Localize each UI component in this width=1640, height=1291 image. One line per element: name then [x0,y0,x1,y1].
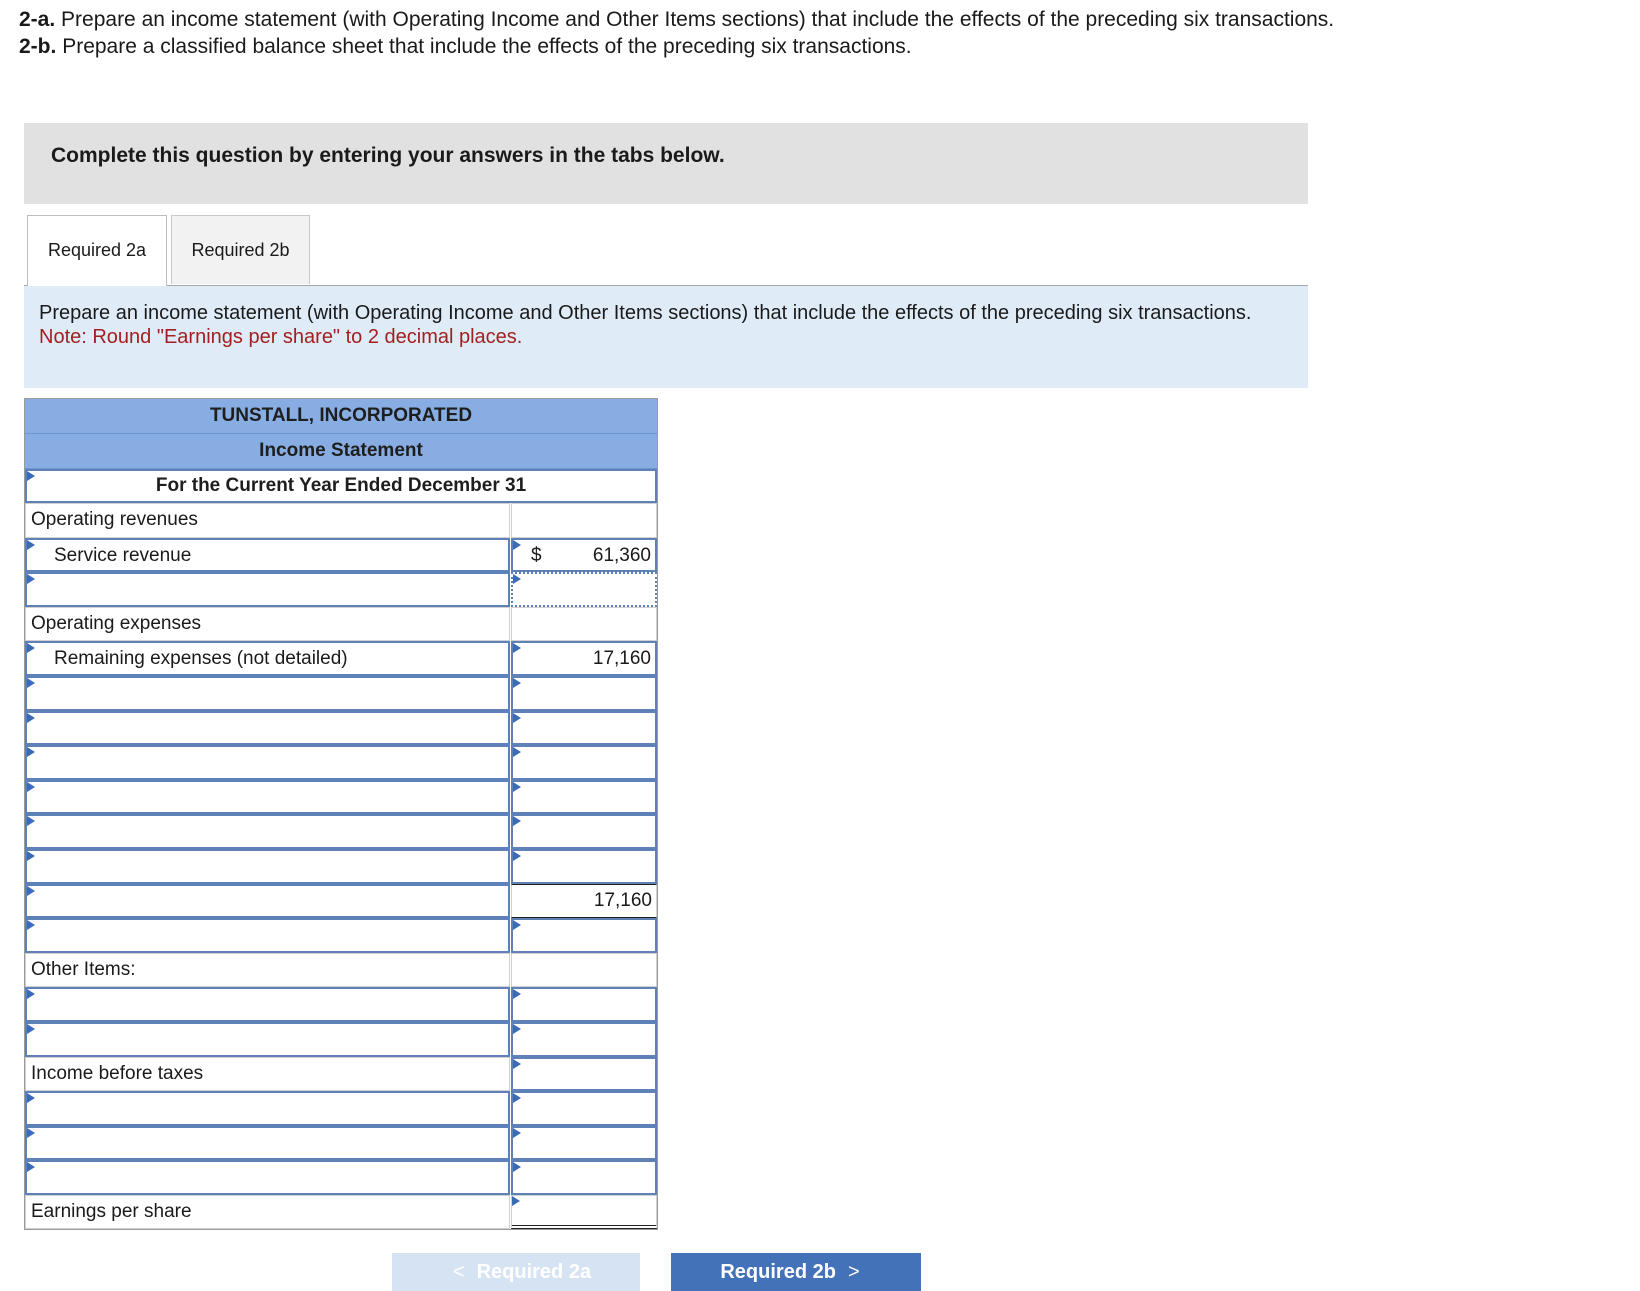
input-marker-icon [512,1196,520,1206]
input-marker-icon [27,713,35,723]
statement-row [25,1126,657,1161]
row-amount-field[interactable] [511,1057,657,1092]
part-a-text: Prepare an income statement (with Operating Income and Other Items sections) that include the effects of the preceding six transactions. [61,8,1335,31]
statement-row [25,1160,657,1195]
input-marker-icon [27,540,35,550]
chevron-right-icon: > [847,1261,860,1283]
input-marker-icon [513,713,521,723]
statement-rows [25,503,657,1229]
row-amount-field[interactable] [511,1126,657,1161]
row-amount-field[interactable] [511,884,657,919]
statement-row [25,1022,657,1057]
next-button-label: Required 2b [720,1261,836,1283]
statement-row [25,814,657,849]
statement-row [25,745,657,780]
row-label-field[interactable] [25,1091,510,1126]
input-marker-icon [513,747,521,757]
input-marker-icon [513,920,521,930]
input-marker-icon [27,816,35,826]
row-amount-field[interactable] [511,1195,657,1230]
statement-row [25,1057,657,1092]
row-amount-field [511,503,657,538]
row-label-field[interactable] [25,849,510,884]
statement-row [25,918,657,953]
tab-required-2a[interactable]: Required 2a [27,215,167,287]
input-marker-icon [513,782,521,792]
row-amount-field[interactable] [511,814,657,849]
input-marker-icon [513,1128,521,1138]
part-b-text: Prepare a classified balance sheet that include the effects of the preceding six transactions. [62,35,912,58]
input-marker-icon [27,574,35,584]
row-amount-field[interactable] [511,1160,657,1195]
input-marker-icon [27,920,35,930]
row-amount-field[interactable] [511,849,657,884]
input-marker-icon [513,1162,521,1172]
next-button[interactable] [671,1253,921,1291]
row-amount-field[interactable] [511,641,657,676]
input-marker-icon [27,471,35,481]
row-label-field[interactable] [25,676,510,711]
row-label-text: Income before taxes [31,1062,204,1084]
tab-bar [24,214,1308,286]
row-amount-field[interactable] [511,918,657,953]
input-marker-icon [27,989,35,999]
row-label-field[interactable] [25,780,510,815]
row-label-field[interactable] [25,572,510,607]
row-amount-field[interactable] [511,711,657,746]
instruction-banner [24,123,1308,204]
row-amount-field[interactable] [511,1022,657,1057]
row-label-field[interactable] [25,1126,510,1161]
statement-row [25,849,657,884]
statement-row [25,987,657,1022]
question-text [19,6,1579,60]
input-marker-icon [27,747,35,757]
statement-title: Income Statement [25,434,657,469]
row-amount-field[interactable] [511,1091,657,1126]
input-marker-icon [27,1093,35,1103]
input-marker-icon [27,782,35,792]
input-marker-icon [513,1093,521,1103]
statement-row [25,1195,657,1230]
company-name: TUNSTALL, INCORPORATED [25,399,657,434]
row-label-field [25,1195,510,1230]
input-marker-icon [27,643,35,653]
row-label-field[interactable] [25,814,510,849]
row-label-field[interactable] [25,1160,510,1195]
statement-row [25,953,657,988]
row-label-text: Other Items: [31,958,136,980]
instruction-text: Prepare an income statement (with Operating Income and Other Items sections) that include the effects of the preceding six transactions. [39,302,1252,324]
row-amount-field[interactable] [511,572,657,607]
row-amount-field[interactable] [511,987,657,1022]
statement-row [25,1091,657,1126]
row-label-field[interactable] [25,884,510,919]
rounding-note: Note: Round "Earnings per share" to 2 decimal places. [39,326,523,348]
input-marker-icon [513,1059,521,1069]
input-marker-icon [513,816,521,826]
input-marker-icon [27,886,35,896]
row-amount-field[interactable] [511,780,657,815]
row-amount-text: 17,160 [592,648,651,670]
input-marker-icon [27,678,35,688]
row-label-text: Operating revenues [31,509,198,530]
prev-button-label: Required 2a [476,1261,592,1283]
statement-row [25,780,657,815]
part-a-label: 2-a. [19,8,56,31]
currency-symbol: $ [531,544,542,566]
input-marker-icon [513,574,521,584]
row-label-text: Remaining expenses (not detailed) [54,648,348,670]
input-marker-icon [513,1024,521,1034]
statement-row [25,503,657,538]
input-marker-icon [513,678,521,688]
row-amount-field[interactable] [511,676,657,711]
tab-required-2b[interactable]: Required 2b [171,215,310,284]
tab-instructions [24,286,1308,388]
row-amount-field[interactable] [511,745,657,780]
statement-period[interactable] [25,469,657,503]
statement-row [25,538,657,573]
period-text: For the Current Year Ended December 31 [155,475,527,496]
row-label-field[interactable] [25,1022,510,1057]
row-amount-field[interactable] [511,538,657,573]
part-b-label: 2-b. [19,35,57,58]
statement-row [25,607,657,642]
statement-row [25,711,657,746]
row-label-field[interactable] [25,745,510,780]
row-label-field[interactable] [25,987,510,1022]
row-label-field [25,607,510,642]
input-marker-icon [513,643,521,653]
banner-text: Complete this question by entering your answers in the tabs below. [51,144,725,167]
row-label-field [25,953,510,988]
input-marker-icon [27,851,35,861]
row-label-text: Operating expenses [31,612,202,634]
input-marker-icon [513,540,521,550]
row-label-text: Service revenue [54,544,192,566]
row-label-field[interactable] [25,538,510,573]
row-label-field [25,1057,510,1092]
statement-row [25,641,657,676]
row-label-text: Earnings per share [31,1200,192,1222]
row-amount-field [511,953,657,988]
row-amount-field [511,607,657,642]
prev-button[interactable] [392,1253,640,1291]
chevron-left-icon: < [452,1261,465,1283]
row-label-field[interactable] [25,641,510,676]
input-marker-icon [27,1024,35,1034]
row-label-field[interactable] [25,918,510,953]
income-statement-worksheet [24,398,658,1230]
row-label-field [25,503,510,538]
statement-row [25,572,657,607]
statement-row [25,676,657,711]
input-marker-icon [513,989,521,999]
row-label-field[interactable] [25,711,510,746]
row-amount-text: 17,160 [593,889,652,911]
input-marker-icon [27,1162,35,1172]
input-marker-icon [27,1128,35,1138]
statement-row [25,884,657,919]
row-amount-text: 61,360 [592,544,651,566]
input-marker-icon [513,851,521,861]
